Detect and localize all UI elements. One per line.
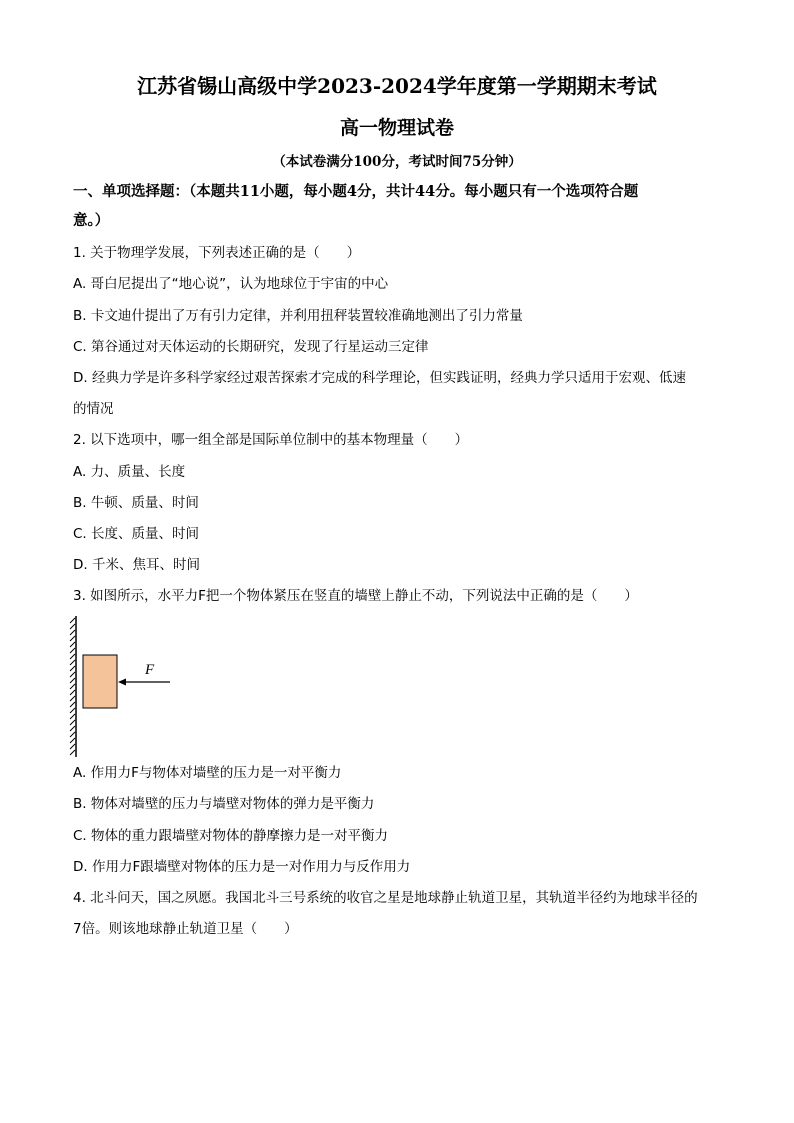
question-2-option-b: B. 牛顿、质量、时间 — [73, 495, 199, 511]
section-heading-line1: 一、单项选择题：（本题共11小题，每小题4分，共计44分。每小题只有一个选项符合题 — [73, 183, 639, 200]
section-heading-line2: 意。） — [73, 212, 110, 229]
question-3-stem: 3. 如图所示，水平力F把一个物体紧压在竖直的墙壁上静止不动，下列说法中正确的是（ ） — [73, 588, 638, 604]
question-2-option-c: C. 长度、质量、时间 — [73, 526, 200, 542]
school-exam-title: 江苏省锡山高级中学2023-2024学年度第一学期期末考试 — [137, 74, 657, 98]
question-3-option-a: A. 作用力F与物体对墙壁的压力是一对平衡力 — [73, 765, 342, 781]
question-4-stem-continued: 7倍。则该地球静止轨道卫星（ ） — [73, 921, 298, 937]
paper-title: 高一物理试卷 — [339, 117, 454, 139]
block — [83, 655, 117, 708]
question-1-option-b: B. 卡文迪什提出了万有引力定律，并利用扭秤装置较准确地测出了引力常量 — [73, 308, 523, 324]
figure-svg — [66, 614, 181, 759]
question-3-option-d: D. 作用力F跟墙壁对物体的压力是一对作用力与反作用力 — [73, 859, 411, 875]
wall-block-force-figure — [66, 614, 181, 763]
question-2-option-a: A. 力、质量、长度 — [73, 464, 186, 480]
question-4-stem: 4. 北斗问天，国之夙愿。我国北斗三号系统的收官之星是地球静止轨道卫星，其轨道半径约为地球半径的 — [73, 890, 698, 906]
question-3-option-b: B. 物体对墙壁的压力与墙壁对物体的弹力是平衡力 — [73, 796, 375, 812]
question-1-option-a: A. 哥白尼提出了“地心说”，认为地球位于宇宙的中心 — [73, 276, 389, 292]
force-label: F — [145, 662, 155, 678]
question-3-option-c: C. 物体的重力跟墙壁对物体的静摩擦力是一对平衡力 — [73, 828, 389, 844]
force-arrow-head — [118, 679, 126, 686]
exam-note: （本试卷满分100分，考试时间75分钟） — [272, 154, 522, 170]
wall-hatching — [70, 618, 75, 755]
question-1-stem: 1. 关于物理学发展，下列表述正确的是（ ） — [73, 245, 361, 261]
question-1-option-d: D. 经典力学是许多科学家经过艰苦探索才完成的科学理论，但实践证明，经典力学只适用于宏观、低速 — [73, 370, 686, 386]
question-1-option-d-continued: 的情况 — [73, 401, 114, 417]
question-2-stem: 2. 以下选项中，哪一组全部是国际单位制中的基本物理量（ ） — [73, 432, 469, 448]
question-1-option-c: C. 第谷通过对天体运动的长期研究，发现了行星运动三定律 — [73, 339, 429, 355]
question-2-option-d: D. 千米、焦耳、时间 — [73, 557, 200, 573]
